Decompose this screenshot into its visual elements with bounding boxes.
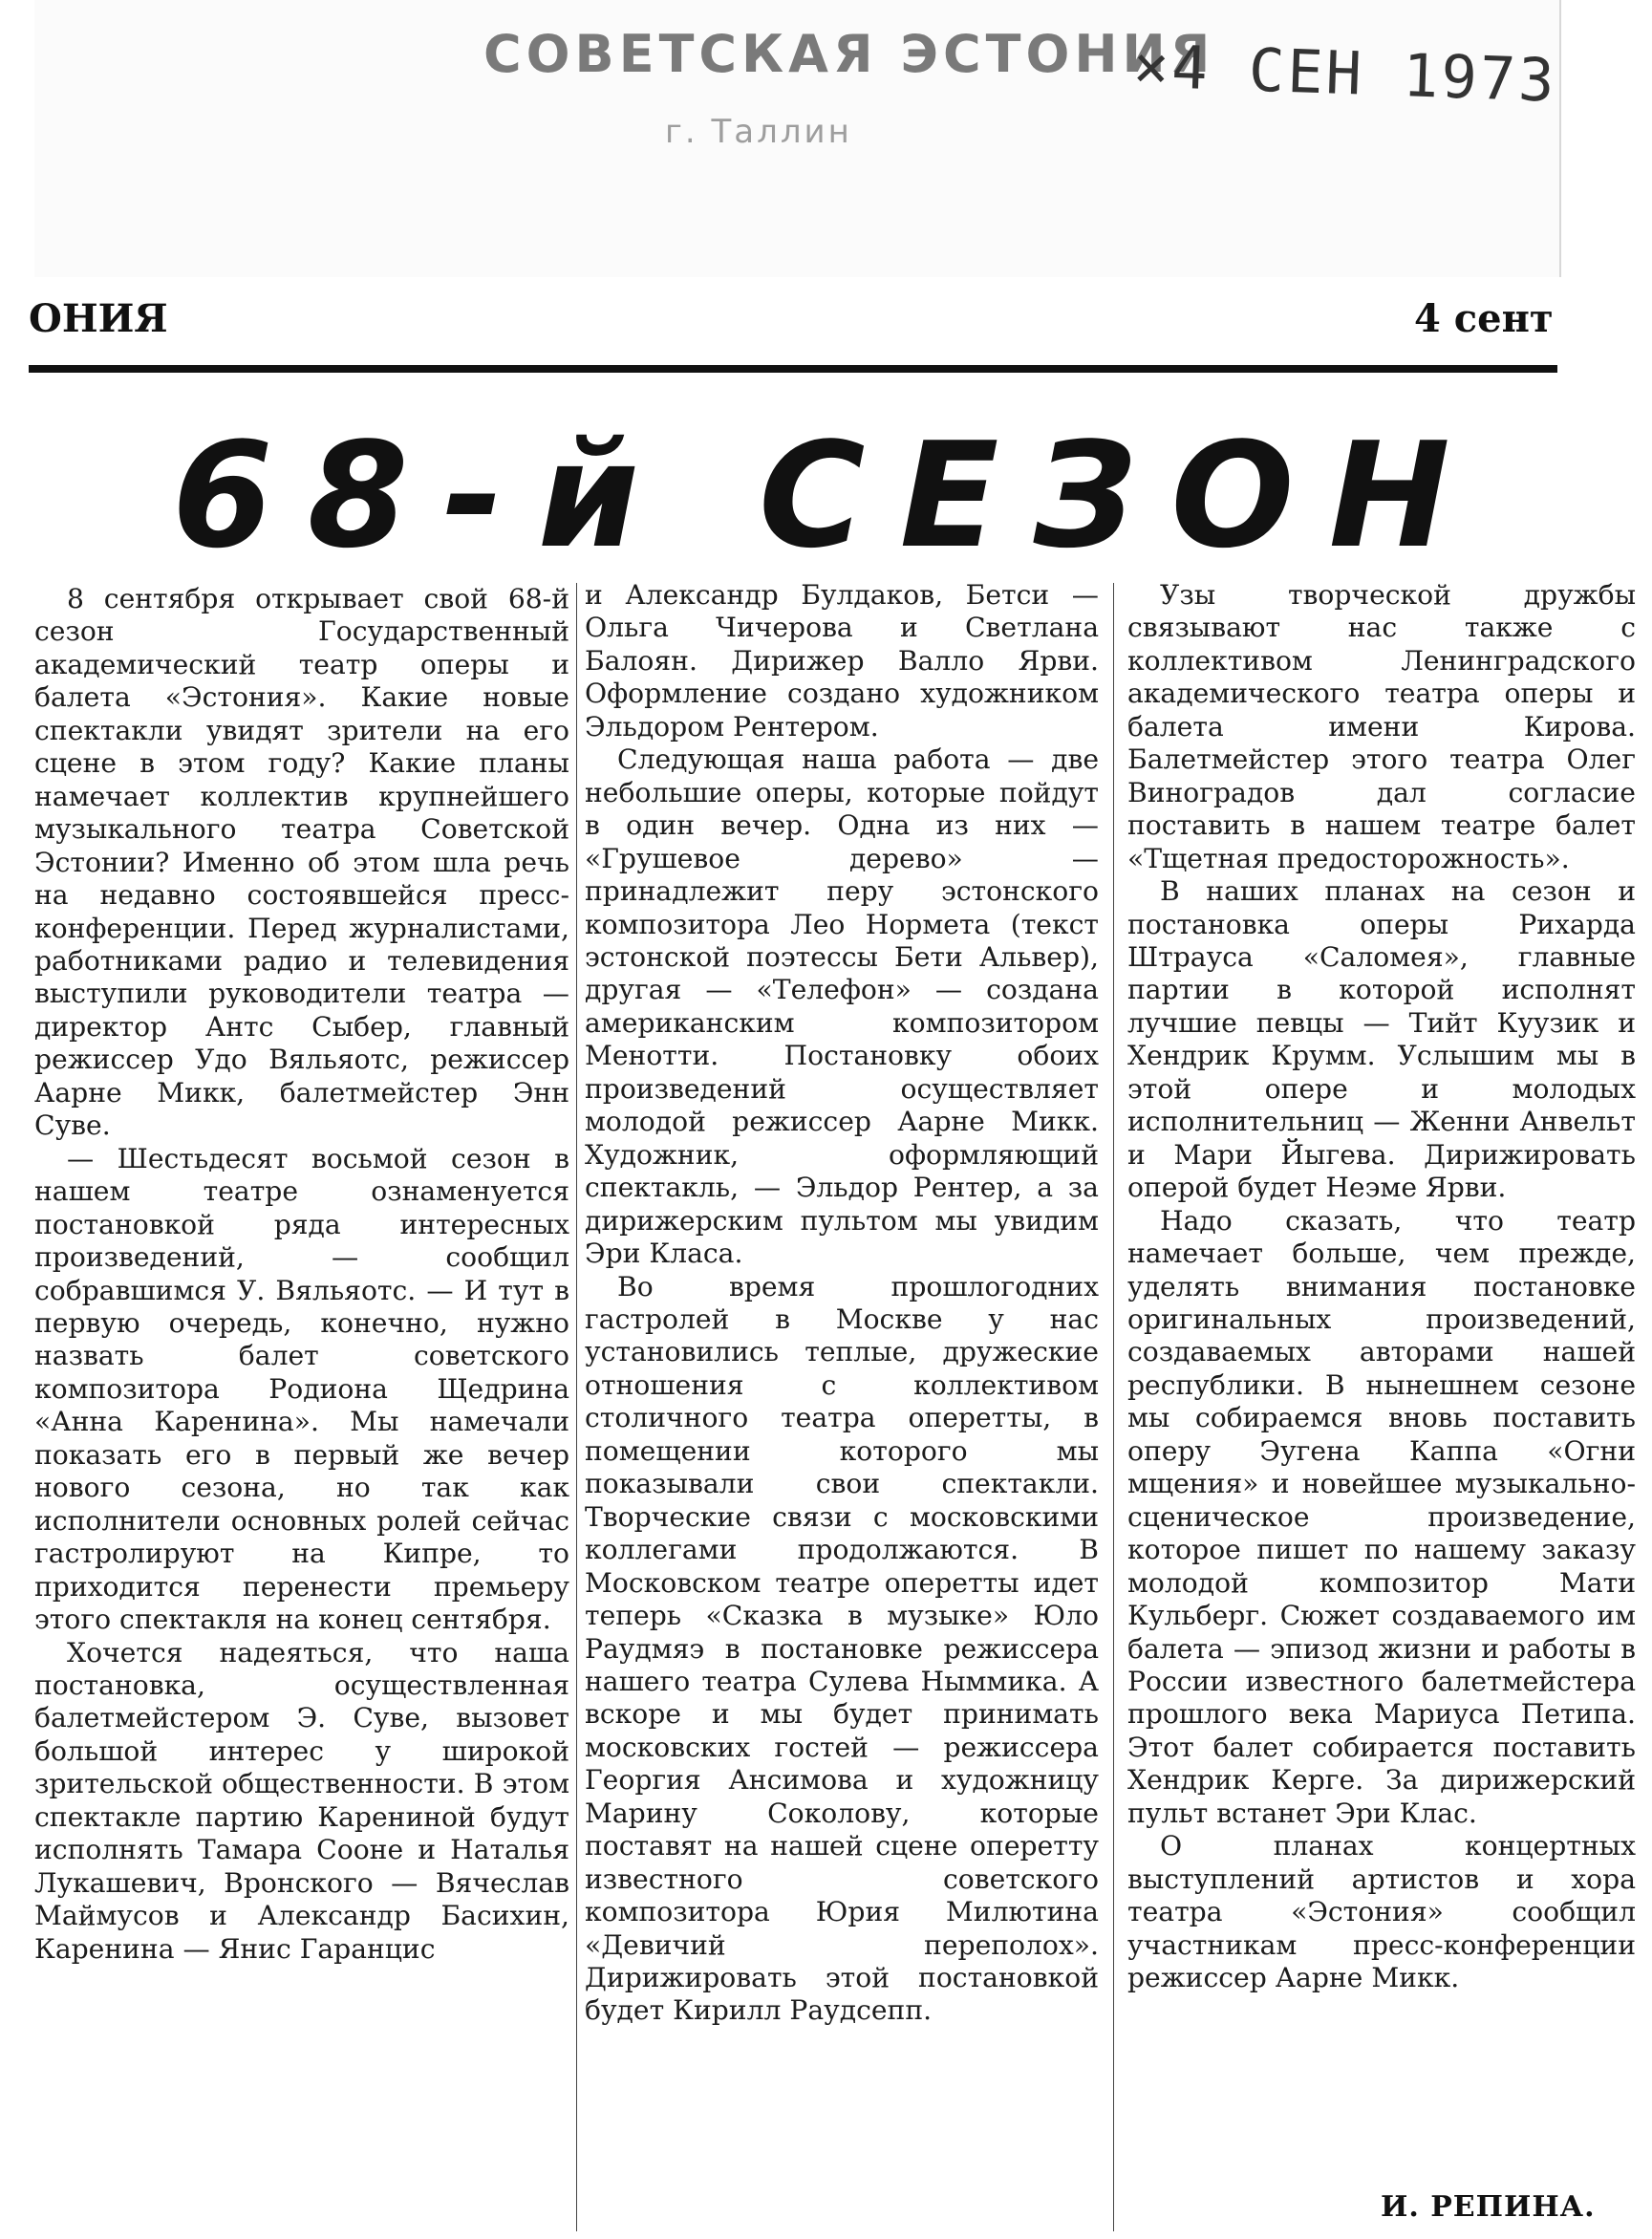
paragraph: В наших планах на сезон и постановка оперы Рихарда Штрауса «Саломея», главные партии в которой исполнят лучшие певцы — Тийт Куузик и Хендрик Крумм. Услышим мы в этой опере и молодых исполнительниц — Женни Анвельт и Мари Йыгева. Дирижировать оперой будет Неэме Ярви. [1127,875,1636,1204]
author-signature: И. РЕПИНА. [1381,2190,1596,2224]
paragraph: Во время прошлогодних гастролей в Москве у нас установились теплые, дружеские отношения с коллективом столичного театра оперетты, в помещении которого мы показывали свои спектакли. Творческие связи с московскими коллегами продолжаются. В Московском театре оперетты идет теперь «Сказка в музыке» Юло Раудмяэ в постановке режиссера нашего театра Сулева Ныммика. А вскоре и мы будет принимать московских гостей — режиссера Георгия Ансимова и художницу Марину Соколову, которые поставят на нашей сцене оперетту известного советского композитора Юрия Милютина «Девичий переполох». Дирижировать этой постановкой будет Кирилл Раудсепп. [585,1270,1099,2027]
paragraph: Узы творческой дружбы связывают нас также с коллективом Ленинградского академического театра оперы и балета имени Кирова. Балетмейстер этого театра Олег Виноградов дал согласие поставить в нашем театре балет «Тщетная предосторожность». [1127,579,1636,874]
paragraph: Надо сказать, что театр намечает больше, чем прежде, уделять внимания постановке оригинальных произведений, создаваемых авторами нашей республики. В нынешнем сезоне мы собираемся вновь поставить оперу Эугена Каппа «Огни мщения» и новейшее музыкально-сценическое произведение, которое пишет по нашему заказу молодой композитор Мати Кульберг. Сюжет создаваемого им балета — эпизод жизни и работы в России известного балетмейстера прошлого века Мариуса Петипа. Этот балет собирается поставить Хендрик Керге. За дирижерский пульт встанет Эри Клас. [1127,1204,1636,1829]
paragraph: и Александр Булдаков, Бетси — Ольга Чичерова и Светлана Балоян. Дирижер Валло Ярви. Оформление создано художником Эльдором Рентером. [585,579,1099,743]
city-stamp: г. Таллин [665,113,852,151]
article-column-1 [34,583,569,1966]
newspaper-header-left: ОНИЯ [29,296,168,341]
article-column-3 [1127,579,1636,1994]
paragraph: Следующая наша работа — две небольшие оперы, которые пойдут в один вечер. Одна из них — «Грушевое дерево» — принадлежит перу эстонского композитора Лео Нормета (текст эстонской поэтессы Бети Альвер), другая — «Телефон» — создана американским композитором Менотти. Постановку обоих произведений осуществляет молодой режиссер Аарне Микк. Художник, оформляющий спектакль, — Эльдор Рентер, а за дирижерским пультом мы увидим Эри Класа. [585,743,1099,1270]
paragraph: Хочется надеяться, что наша постановка, осуществленная балетмейстером Э. Суве, вызовет большой интерес у широкой зрительской общественности. В этом спектакле партию Карениной будут исполнять Тамара Сооне и Наталья Лукашевич, Вронского — Вячеслав Маймусов и Александр Басихин, Каренина — Янис Гаранцис [34,1636,569,1965]
archive-stamp-strip [34,0,1561,277]
column-divider [1113,583,1114,2231]
column-divider [576,583,577,2231]
newspaper-name-stamp: СОВЕТСКАЯ ЭСТОНИЯ [483,24,1215,84]
article-column-2 [585,579,1099,2028]
newspaper-header-date: 4 сент [1414,296,1554,341]
paragraph: — Шестьдесят восьмой сезон в нашем театре ознаменуется постановкой ряда интересных произведений, — сообщил собравшимся У. Вяльяотс. — И тут в первую очередь, конечно, нужно назвать балет советского композитора Родиона Щедрина «Анна Каренина». Мы намечали показать его в первый же вечер нового сезона, но так как исполнители основных ролей сейчас гастролируют на Кипре, то приходится перенести премьеру этого спектакля на конец сентября. [34,1142,569,1636]
article-headline: 68-й СЕЗОН [172,411,1485,580]
paragraph: О планах концертных выступлений артистов и хора театра «Эстония» сообщил участникам пресс-конференции режиссер Аарне Микк. [1127,1830,1636,1994]
paragraph: 8 сентября открывает свой 68-й сезон Государственный академический театр оперы и балета «Эстония». Какие новые спектакли увидят зрители на его сцене в этом году? Какие планы намечает коллектив крупнейшего музыкального театра Советской Эстонии? Именно об этом шла речь на недавно состоявшейся пресс-конференции. Перед журналистами, работниками радио и телевидения выступили руководители театра — директор Антс Сыбер, главный режиссер Удо Вяльяотс, режиссер Аарне Микк, балетмейстер Энн Суве. [34,583,569,1142]
header-rule [29,365,1557,373]
date-stamp: ×4 СЕН 1973 [1131,31,1558,116]
